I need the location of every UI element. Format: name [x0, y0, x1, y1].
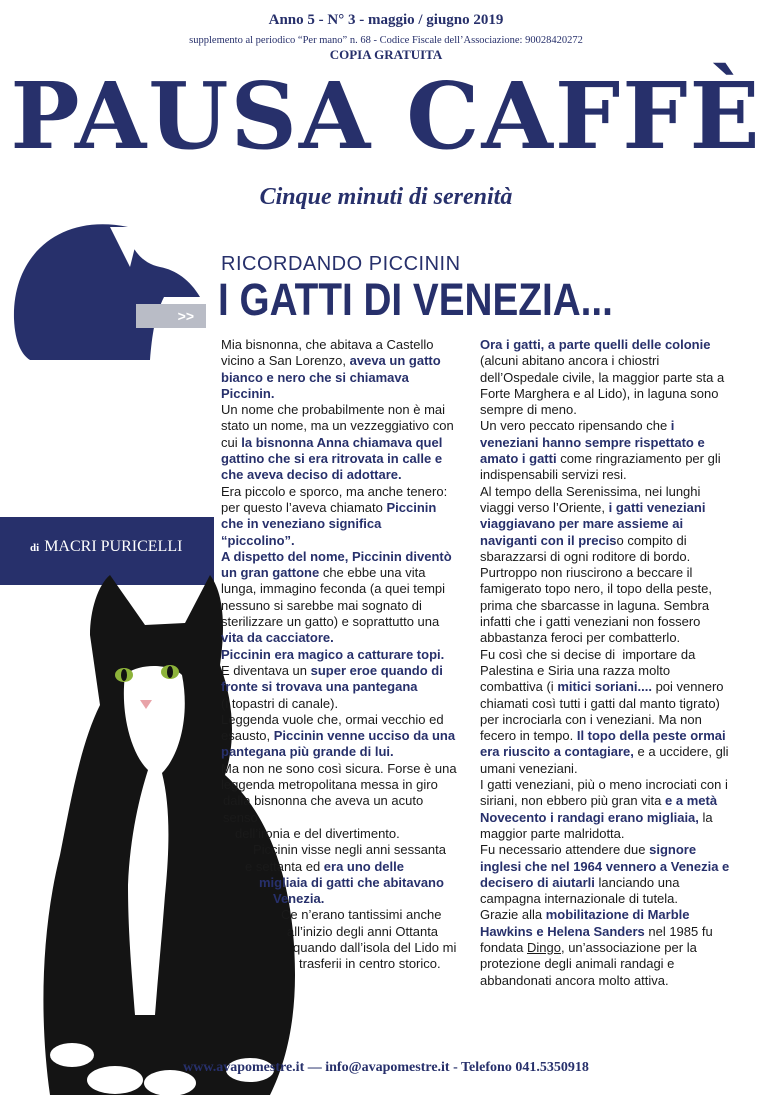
article-kicker: RICORDANDO PICCININ	[221, 253, 461, 275]
footer-contacts: www.avapomestre.it — info@avapomestre.it - Telefono 041.5350918	[183, 1060, 589, 1075]
article-column-left: Mia bisnonna, che abitava a Castello vicino a San Lorenzo, aveva un gatto bianco e nero che si chiamava Piccinin. Un nome che probabilmente non è mai stato un nome, ma un vezzeggiativo con cui la bisnonna Anna chiamava quel gattino che si era ritrovata in calle e che aveva deciso di adottare. Era piccolo e sporco, ma anche tenero: per questo l’aveva chiamato Piccinin che in veneziano significa “piccolino”. A dispetto del nome, Piccinin diventò un gran gattone che ebbe una vita lunga, immagino feconda (a quei tempi nessuno si sarebbe mai sognato di sterilizzare un gatto) e soprattutto una vita da cacciatore. Piccinin era magico a catturare topi. E diventava un super eroe quando di fronte si trovava una pantegana (i topastri di canale). Leggenda vuole che, ormai vecchio ed esausto, Piccinin venne ucciso da una pantegana più grande di lui. Ma non ne sono così sicura. Forse è una leggenda metropolitana messa in giro dalla bisnonna che aveva un acuto senso dell’ironia e del divertimento. Piccinin visse negli anni sessanta e settanta ed era uno delle migliaia di gatti che abitavano Venezia. Ce n’erano tantissimi anche all’inizio degli anni Ottanta quando dall’isola del Lido mi trasferii in centro storico.	[221, 337, 457, 972]
free-copy-label: COPIA GRATUITA	[329, 47, 443, 62]
issue-info: Anno 5 - N° 3 - maggio / giugno 2019	[268, 12, 504, 28]
byline-prefix: di	[30, 542, 40, 554]
double-chevron-icon: >>	[136, 304, 206, 328]
decorative-g-letter	[0, 215, 215, 360]
article-column-right: Ora i gatti, a parte quelli delle colonie (alcuni abitano ancora i chiostri dell’Ospedale civile, la maggior parte sta a Forte Marghera e al Lido), in laguna sono sempre di meno. Un vero peccato ripensando che i veneziani hanno sempre rispettato e amato i gatti come ringraziamento per gli indispensabili servizi resi. Al tempo della Serenissima, nei lunghi viaggi verso l’Oriente, i gatti veneziani viaggiavano per mare assieme ai naviganti con il preciso compito di sbarazzarsi di ogni roditore di bordo. Purtroppo non riuscirono a beccare il famigerato topo nero, il topo della peste, prima che sbarcasse in laguna. Sembra infatti che i gatti veneziani non fossero abbastanza feroci per combatterlo. Fu così che si decise di importare da Palestina e Siria una razza molto combattiva (i mitici soriani.... poi vennero chiamati così tutti i gatti dal manto tigrato) per incrociarla con i veneziani. Ma non fecero in tempo. Il topo della peste ormai era riuscito a contagiare, e a uccidere, gli umani veneziani. I gatti veneziani, più o meno incrociati con i siriani, non ebbero più gran vita e a metà Novecento i randagi erano migliaia, la maggior parte malridotta. Fu necessario attendere due signore inglesi che nel 1964 vennero a Venezia e decisero di aiutarli lanciando una campagna internazionale di tutela. Grazie alla mobilitazione di Marble Hawkins e Helena Sanders nel 1985 fu fondata Dingo, un’associazione per la protezione degli animali randagi e abbandonati ancora molto attiva.	[480, 337, 730, 988]
masthead-title: PAUSA CAFFÈ	[10, 62, 762, 170]
article-headline: I GATTI DI VENEZIA...	[218, 274, 613, 325]
masthead-tagline: Cinque minuti di serenità	[259, 184, 513, 210]
byline-author: MACRI PURICELLI	[44, 538, 183, 555]
supplement-note: supplemento al periodico “Per mano” n. 68 - Codice Fiscale dell’Associazione: 90028420272	[189, 35, 583, 46]
article-byline	[30, 538, 182, 556]
